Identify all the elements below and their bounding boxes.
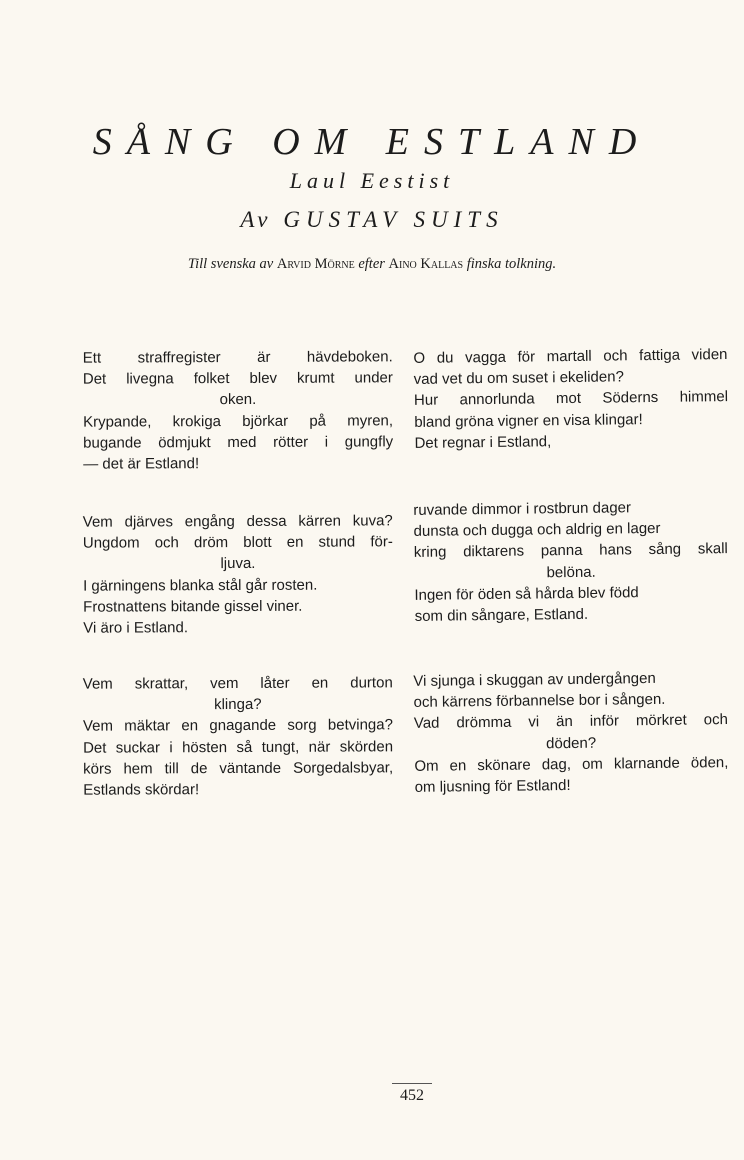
verse-line: Frostnattens bitande gissel viner. bbox=[83, 597, 303, 616]
source-author-name: Aino Kallas bbox=[388, 256, 464, 272]
verse-line: bugande ödmjukt med rötter i gungfly bbox=[83, 433, 394, 452]
verse-line: bland gröna vigner en visa klingar! bbox=[414, 410, 643, 431]
verse-line: O du vagga för martall och fattiga viden bbox=[413, 346, 728, 367]
verse-line: Vi äro i Estland. bbox=[83, 619, 189, 637]
verse-line: Krypande, krokiga björkar på myren, bbox=[83, 411, 394, 431]
verse-line: Vad drömma vi än inför mörkret och bbox=[413, 711, 728, 733]
verse-line: Ett straffregister är hävdeboken. bbox=[82, 348, 393, 367]
verse-line: ljuva. bbox=[220, 555, 256, 573]
verse-line: Vem djärves engång dessa kärren kuva? bbox=[82, 512, 393, 531]
verse-line: och kärrens förbannelse bor i sången. bbox=[413, 691, 666, 712]
verse-line: Det livegna folket blev krumt under bbox=[82, 369, 393, 388]
credit-part1: Till svenska av bbox=[187, 256, 274, 272]
stanza-left-2 bbox=[83, 510, 394, 639]
verse-line: Det suckar i hösten så tungt, när skörden bbox=[83, 737, 394, 757]
verse-line: dunsta och dugga och aldrig en lager bbox=[413, 520, 661, 541]
verse-line: belöna. bbox=[546, 563, 596, 581]
verse-line: Det regnar i Estland, bbox=[414, 433, 552, 452]
verse-line: Estlands skördar! bbox=[83, 781, 200, 799]
verse-line: Om en skönare dag, om klarnande öden, bbox=[414, 753, 729, 775]
stanza-right-2 bbox=[413, 496, 729, 627]
verse-line: oken. bbox=[219, 391, 257, 409]
author-line bbox=[0, 205, 744, 235]
verse-line: om ljusning för Estland! bbox=[414, 777, 571, 796]
stanza-left-1 bbox=[83, 346, 394, 475]
verse-line: klinga? bbox=[214, 696, 262, 714]
verse-line: Vem mäktar en gnagande sorg betvinga? bbox=[82, 716, 393, 736]
verse-line: vad vet du om suset i ekeliden? bbox=[413, 368, 624, 389]
credit-part2: efter bbox=[358, 256, 385, 272]
verse-line: I gärningens blanka stål går rosten. bbox=[83, 576, 318, 595]
verse-line: Hur annorlunda mot Söderns himmel bbox=[413, 388, 729, 410]
verse-line: Ungdom och dröm blott en stund för- bbox=[82, 533, 393, 552]
author-name: GUSTAV SUITS bbox=[283, 207, 504, 232]
author-prefix: Av bbox=[240, 207, 272, 232]
stanza-right-3 bbox=[413, 667, 729, 798]
verse-line: ruvande dimmor i rostbrun dager bbox=[413, 499, 632, 519]
verse-line: döden? bbox=[545, 734, 597, 752]
poem-title: SÅNG OM ESTLAND bbox=[92, 121, 652, 163]
stanza-right-1 bbox=[413, 344, 728, 454]
verse-line: som din sångare, Estland. bbox=[414, 605, 589, 625]
verse-line: — det är Estland! bbox=[83, 455, 200, 473]
poem-subtitle: Laul Eestist bbox=[289, 168, 455, 193]
translation-credit bbox=[0, 254, 744, 274]
credit-part3: finska tolkning. bbox=[466, 256, 557, 272]
page-number: 452 bbox=[392, 1083, 432, 1105]
stanza-left-3 bbox=[83, 672, 394, 801]
verse-line: körs hem till de väntande Sorgedalsbyar, bbox=[83, 759, 394, 778]
translator-name: Arvid Mörne bbox=[276, 256, 355, 272]
verse-line: kring diktarens panna hans sång skall bbox=[413, 540, 728, 562]
verse-line: Vi sjunga i skuggan av undergången bbox=[413, 669, 656, 690]
verse-line: Ingen för öden så hårda blev född bbox=[414, 583, 639, 604]
verse-line: Vem skrattar, vem låter en durton bbox=[82, 674, 393, 693]
